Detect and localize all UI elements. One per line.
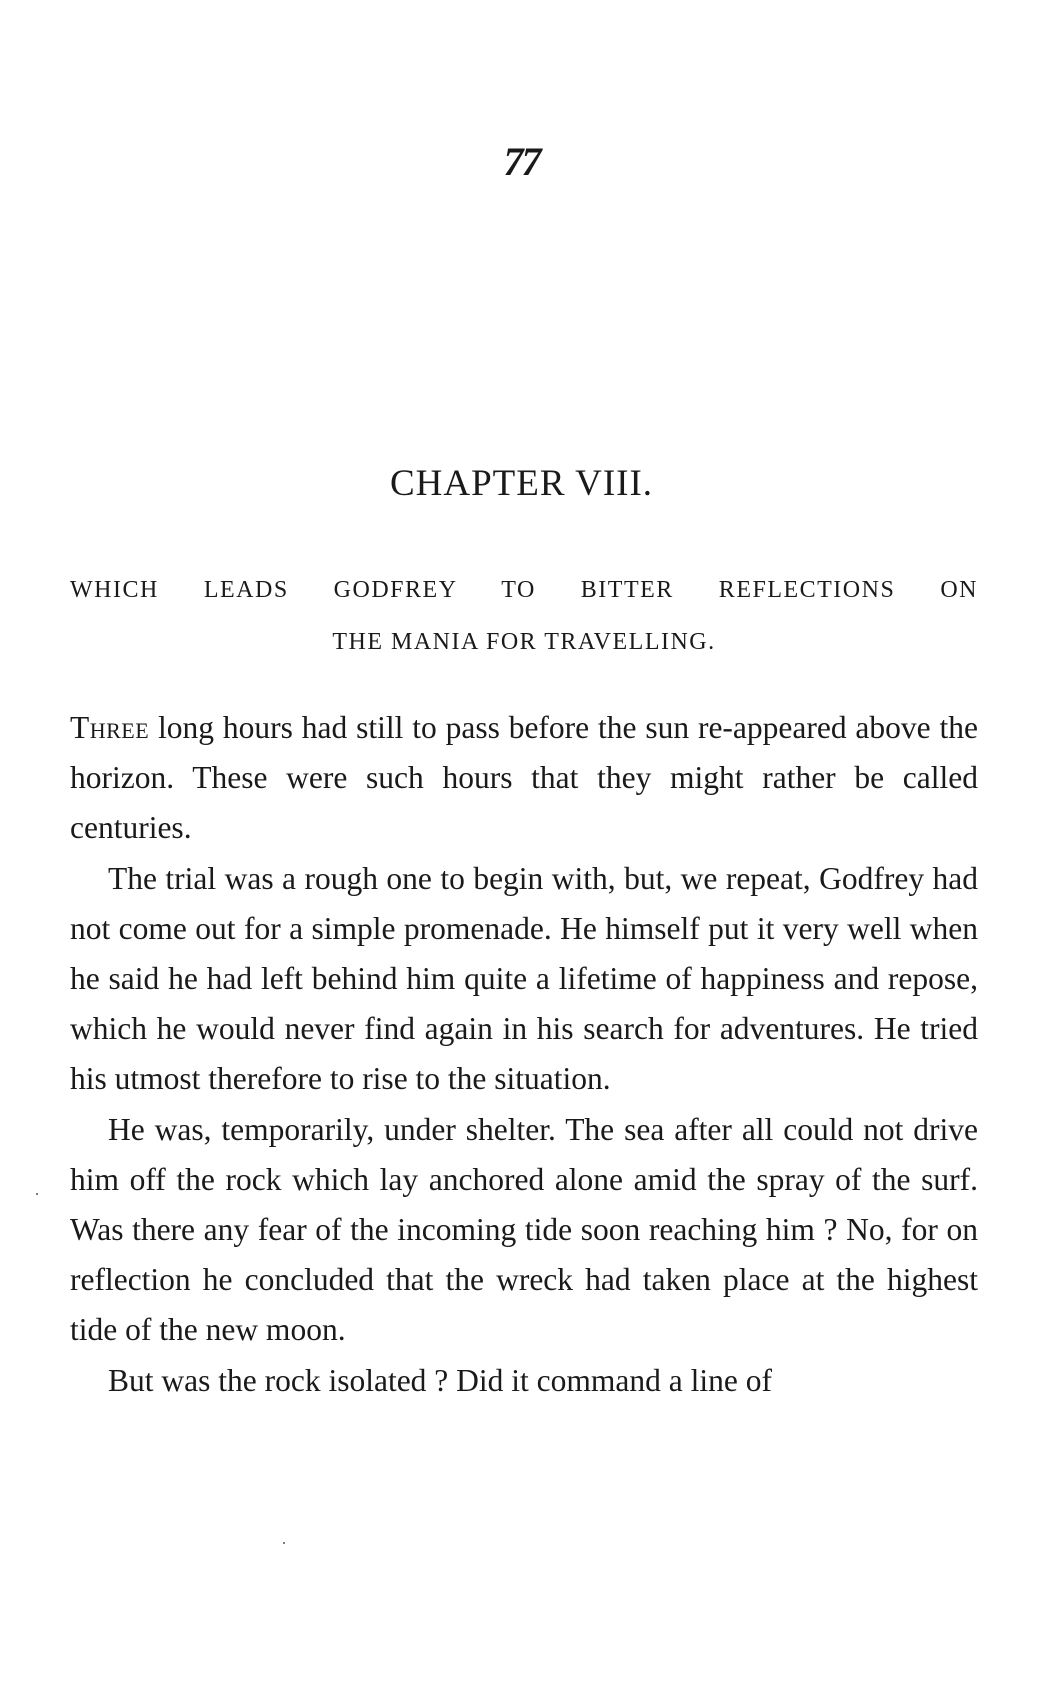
ink-speck <box>36 1193 38 1195</box>
paragraph-1-text: long hours had still to pass before the sun re-appeared above the horizon. These were such hours that they might rather be called centuries. <box>70 710 978 846</box>
paragraph-4: But was the rock isolated ? Did it command a line of <box>108 1362 772 1398</box>
paragraph-3: He was, temporarily, under shelter. The sea after all could not drive him off the rock which lay anchored alone amid the spray of the surf. Was there any fear of the incoming tide soon reaching him ? No, for on reflection he concluded that the wreck had taken place at the highest tide of the new moon. <box>70 1111 978 1348</box>
paragraph-1-lead-word: Three <box>70 710 150 745</box>
chapter-subtitle <box>70 564 978 668</box>
paragraph-1 <box>70 703 978 854</box>
page-number: 77 <box>503 139 540 184</box>
body-text <box>70 703 978 1406</box>
paragraph-2: The trial was a rough one to begin with, but, we repeat, Godfrey had not come out for a simple promenade. He himself put it very well when he said he had left behind him quite a lifetime of happiness and repose, which he would never find again in his search for adventures. He tried his utmost therefore to rise to the situation. <box>70 860 978 1097</box>
chapter-subtitle-line-1: WHICH LEADS GODFREY TO BITTER REFLECTIONS ON <box>70 577 978 603</box>
chapter-title: CHAPTER VIII. <box>389 463 654 504</box>
chapter-subtitle-line-2: THE MANIA FOR TRAVELLING. <box>332 629 716 655</box>
ink-speck <box>283 1542 285 1544</box>
